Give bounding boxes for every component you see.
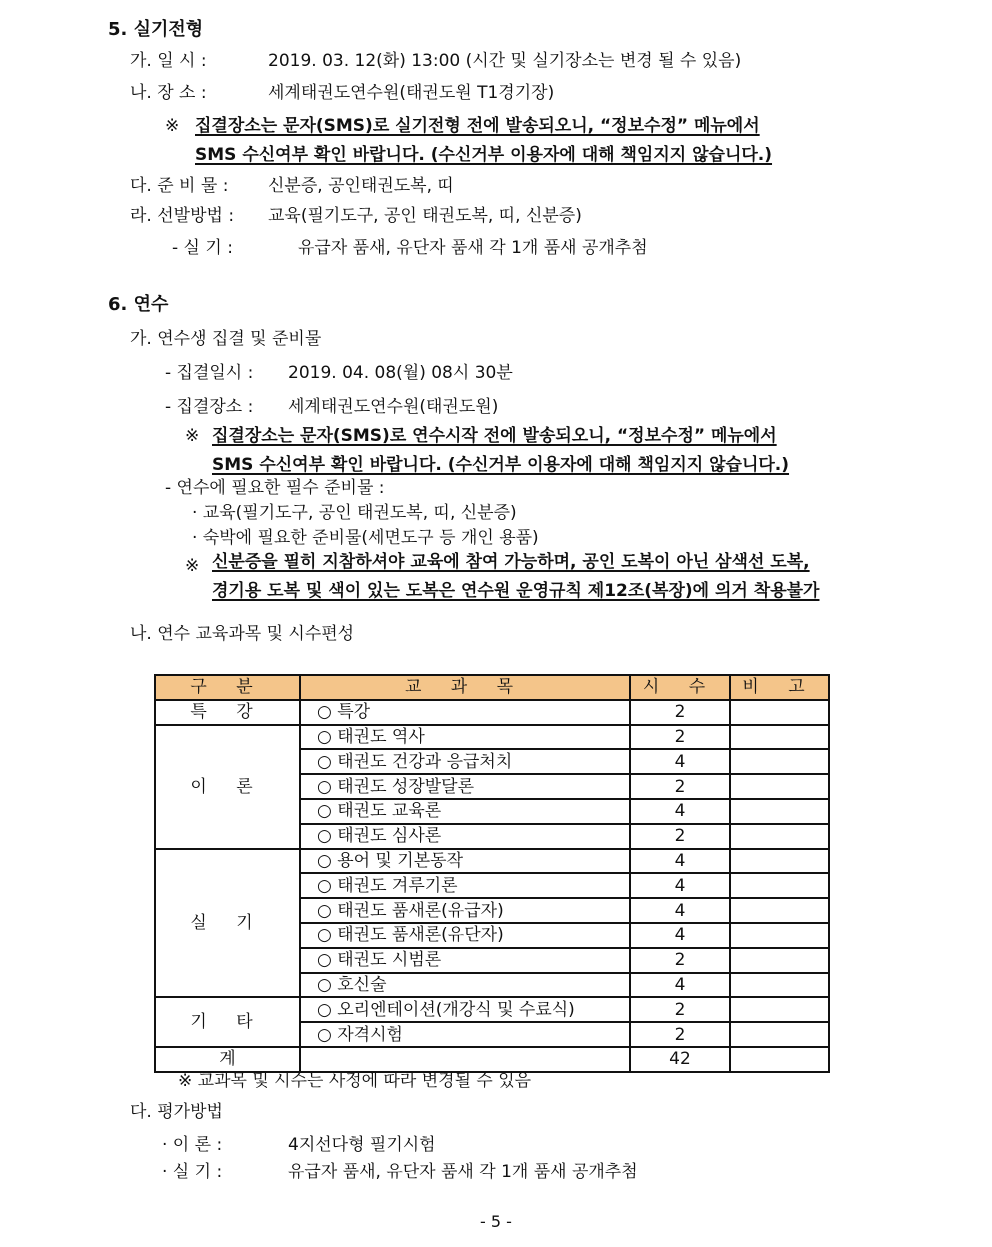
subject-cell: ○ 태권도 심사론 [300,824,630,849]
note-mark-2: ※ [185,426,200,446]
gather-place-value: 세계태권도연수원(태권도원) [288,397,499,417]
eval-practice-label: · 실 기 : [162,1162,223,1182]
remarks-cell [730,774,829,799]
gather-place-label: - 집결장소 : [165,397,254,417]
hours-cell: 4 [630,898,730,923]
subsection-a-title: 가. 연수생 집결 및 준비물 [130,329,322,349]
practice-value: 유급자 품새, 유단자 품새 각 1개 품새 공개추첨 [298,238,648,258]
hours-cell: 4 [630,973,730,998]
hours-cell: 2 [630,774,730,799]
exam-place-value: 세계태권도연수원(태권도원 T1경기장) [268,83,555,103]
hours-cell: 2 [630,997,730,1022]
remarks-cell [730,824,829,849]
hours-cell: 2 [630,824,730,849]
hours-cell: 4 [630,923,730,948]
warn-mark: ※ [185,556,200,576]
prep-label: 다. 준 비 물 : [130,176,229,196]
subject-cell: ○ 태권도 교육론 [300,799,630,824]
total-row [155,1047,829,1072]
subject-cell: ○ 오리엔테이션(개강식 및 수료식) [300,997,630,1022]
subject-cell: ○ 태권도 역사 [300,725,630,750]
exam-place-label: 나. 장 소 : [130,83,207,103]
subsection-b-title: 나. 연수 교육과목 및 시수편성 [130,624,355,644]
required-item-1: · 교육(필기도구, 공인 태권도복, 띠, 신분증) [192,503,517,523]
subsection-c-title: 다. 평가방법 [130,1102,223,1122]
category-cell: 실 기 [155,849,300,998]
gather-date-label: - 집결일시 : [165,363,254,383]
sms-note-line1: 집결장소는 문자(SMS)로 실기전형 전에 발송되오니, “정보수정” 메뉴에서 [195,116,760,136]
remarks-cell [730,749,829,774]
hours-cell: 2 [630,700,730,725]
section-6-title: 6. 연수 [108,294,169,315]
remarks-cell [730,973,829,998]
remarks-cell [730,898,829,923]
practice-label: - 실 기 : [172,238,233,258]
method-label: 라. 선발방법 : [130,206,235,226]
category-cell: 이 론 [155,725,300,849]
subject-cell: ○ 태권도 건강과 응급처치 [300,749,630,774]
header-remarks: 비 고 [730,675,829,700]
remarks-cell [730,923,829,948]
table-note: ※ 교과목 및 시수는 사정에 따라 변경될 수 있음 [178,1071,532,1091]
remarks-cell [730,799,829,824]
sms-note2-line1: 집결장소는 문자(SMS)로 연수시작 전에 발송되오니, “정보수정” 메뉴에서 [212,426,777,446]
required-items-label: - 연수에 필요한 필수 준비물 : [165,478,385,498]
exam-date-label: 가. 일 시 : [130,51,207,71]
subject-cell: ○ 태권도 시범론 [300,948,630,973]
remarks-cell [730,873,829,898]
category-cell: 기 타 [155,997,300,1047]
hours-cell: 4 [630,849,730,874]
remarks-cell [730,1022,829,1047]
header-subject: 교 과 목 [300,675,630,700]
table-row [155,700,829,725]
total-subject-cell [300,1047,630,1072]
remarks-cell [730,849,829,874]
uniform-warning-line2: 경기용 도복 및 색이 있는 도복은 연수원 운영규칙 제12조(복장)에 의거 착용불가 [212,581,820,601]
remarks-cell [730,700,829,725]
remarks-cell [730,997,829,1022]
note-mark: ※ [165,116,180,136]
remarks-cell [730,725,829,750]
table-row [155,725,829,750]
curriculum-table [154,674,830,1073]
eval-theory-label: · 이 론 : [162,1135,223,1155]
uniform-warning-line1: 신분증을 필히 지참하셔야 교육에 참여 가능하며, 공인 도복이 아닌 삼색선 도복, [212,552,810,572]
page-number: - 5 - [480,1212,512,1231]
required-item-2: · 숙박에 필요한 준비물(세면도구 등 개인 용품) [192,528,539,548]
subject-cell: ○ 태권도 겨루기론 [300,873,630,898]
subject-cell: ○ 용어 및 기본동작 [300,849,630,874]
exam-date-value: 2019. 03. 12(화) 13:00 (시간 및 실기장소는 변경 될 수 있음) [268,51,742,71]
header-hours: 시 수 [630,675,730,700]
total-hours: 42 [630,1047,730,1072]
subject-cell: ○ 태권도 품새론(유단자) [300,923,630,948]
subject-cell: ○ 태권도 품새론(유급자) [300,898,630,923]
total-label: 계 [155,1047,300,1072]
table-row [155,997,829,1022]
hours-cell: 2 [630,1022,730,1047]
eval-practice-value: 유급자 품새, 유단자 품새 각 1개 품새 공개추첨 [288,1162,638,1182]
total-remarks-cell [730,1047,829,1072]
table-header-row [155,675,829,700]
method-value: 교육(필기도구, 공인 태권도복, 띠, 신분증) [268,206,582,226]
subject-cell: ○ 특강 [300,700,630,725]
hours-cell: 4 [630,799,730,824]
eval-theory-value: 4지선다형 필기시험 [288,1135,436,1155]
section-5-title: 5. 실기전형 [108,19,204,40]
subject-cell: ○ 태권도 성장발달론 [300,774,630,799]
subject-cell: ○ 자격시험 [300,1022,630,1047]
hours-cell: 4 [630,873,730,898]
sms-note-line2: SMS 수신여부 확인 바랍니다. (수신거부 이용자에 대해 책임지지 않습니다.) [195,145,773,165]
hours-cell: 2 [630,725,730,750]
hours-cell: 2 [630,948,730,973]
prep-value: 신분증, 공인태권도복, 띠 [268,176,454,196]
gather-date-value: 2019. 04. 08(월) 08시 30분 [288,363,513,383]
sms-note2-line2: SMS 수신여부 확인 바랍니다. (수신거부 이용자에 대해 책임지지 않습니다.) [212,455,790,475]
subject-cell: ○ 호신술 [300,973,630,998]
header-category: 구 분 [155,675,300,700]
hours-cell: 4 [630,749,730,774]
category-cell: 특 강 [155,700,300,725]
table-row [155,849,829,874]
remarks-cell [730,948,829,973]
